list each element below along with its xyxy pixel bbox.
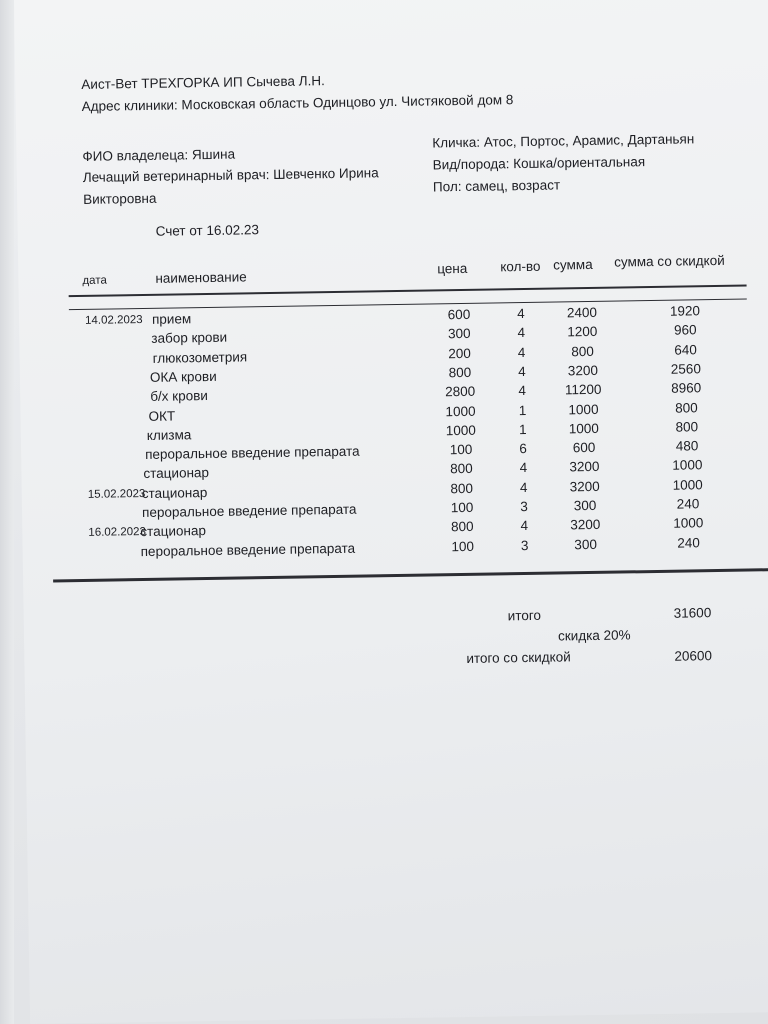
row-sum: 2400 [566,304,598,321]
row-item-name: б/х крови [150,388,208,405]
row-qty: 4 [517,306,525,322]
row-discounted: 960 [673,322,697,338]
clinic-address: Адрес клиники: Московская область Одинцово ул. Чистяковой дом 8 [81,92,514,114]
row-qty: 3 [520,498,528,515]
row-item-name: ОКА крови [149,368,217,385]
row-price: 800 [448,364,472,381]
row-sum: 3200 [570,517,601,533]
row-sum: 3200 [569,459,600,475]
patient-sex-age: Пол: самец, возраст [432,177,561,195]
row-price: 1000 [445,403,476,419]
row-sum: 11200 [564,382,602,398]
row-sum: 1000 [568,420,599,437]
left-page-edge [0,0,14,1024]
row-discounted: 1000 [672,476,703,493]
row-price: 800 [450,461,473,477]
row-price: 300 [447,326,471,342]
row-price: 2800 [445,383,476,400]
header-qty: кол-во [500,258,541,275]
row-price: 1000 [445,422,476,439]
owner-name: ФИО владелеца: Яшина [82,146,236,164]
row-price: 100 [450,499,474,516]
doctor-name-line1: Лечащий ветеринарный врач: Шевченко Ирина [82,165,379,185]
row-price: 100 [451,538,475,554]
row-item-name: пероральное введение препарата [145,443,360,463]
row-sum: 3200 [567,362,599,379]
row-discounted: 800 [675,419,699,435]
row-item-name: клизма [146,427,192,443]
patient-names: Кличка: Атос, Портос, Арамис, Дартаньян [432,131,695,151]
row-date: 14.02.2023 [84,314,143,327]
row-qty: 4 [518,363,526,380]
row-item-name: забор крови [151,329,228,347]
header-name: наименование [155,269,247,286]
row-price: 600 [447,306,471,323]
row-discounted: 1000 [673,515,704,532]
patient-breed: Вид/порода: Кошка/ориентальная [432,154,646,173]
row-sum: 300 [574,536,598,552]
row-qty: 1 [518,402,527,418]
row-sum: 600 [572,440,596,456]
invoice-sheet [14,0,768,1024]
row-qty: 4 [519,479,528,495]
row-item-name: глюкозометрия [152,348,248,366]
row-sum: 300 [573,497,597,514]
discounted-total-value: 20600 [674,648,713,664]
doctor-name-line2: Викторовна [83,190,157,207]
discount-label: скидка 20% [557,627,631,644]
clinic-name: Аист-Вет ТРЕХГОРКА ИП Сычева Л.Н. [81,73,325,92]
row-price: 800 [450,519,474,535]
row-item-name: стационар [140,523,207,540]
invoice-title: Счет от 16.02.23 [155,222,260,239]
row-discounted: 2560 [670,361,702,377]
row-qty: 4 [517,325,526,341]
row-sum: 1000 [568,401,599,417]
header-price: цена [437,260,468,277]
row-price: 800 [450,480,474,496]
row-discounted: 8960 [671,380,702,396]
row-discounted: 1000 [672,457,703,474]
row-qty: 3 [520,537,529,553]
row-qty: 4 [517,344,526,360]
row-sum: 800 [571,343,594,359]
header-discounted: сумма со скидкой [614,252,725,270]
row-price: 100 [449,441,473,458]
row-qty: 4 [520,518,529,534]
row-item-name: пероральное введение препарата [141,501,357,521]
row-date: 15.02.2023 [87,487,146,501]
row-discounted: 480 [675,438,699,454]
row-item-name: стационар [143,465,210,482]
row-discounted: 240 [677,534,700,551]
row-qty: 4 [518,383,527,399]
row-discounted: 240 [676,496,700,512]
header-rule-thin [69,299,747,311]
row-item-name: пероральное введение препарата [140,540,356,559]
row-qty: 4 [519,460,528,476]
header-date: дата [82,274,107,287]
row-item-name: ОКТ [148,408,176,424]
row-discounted: 640 [674,341,697,358]
total-value: 31600 [673,605,712,621]
header-sum: сумма [553,256,593,273]
discounted-total-label: итого со скидкой [466,649,571,666]
row-discounted: 800 [675,399,698,416]
row-price: 200 [448,345,471,361]
total-label: итого [507,607,542,624]
row-qty: 1 [518,421,527,437]
row-item-name: стационар [141,484,208,501]
row-item-name: прием [151,311,192,327]
header-rule-thick [69,285,747,298]
table-bottom-rule [53,568,768,582]
row-qty: 6 [519,441,527,457]
row-discounted: 1920 [669,303,701,319]
row-sum: 1200 [567,324,598,340]
row-sum: 3200 [569,478,600,495]
row-date: 16.02.2023 [88,526,147,540]
